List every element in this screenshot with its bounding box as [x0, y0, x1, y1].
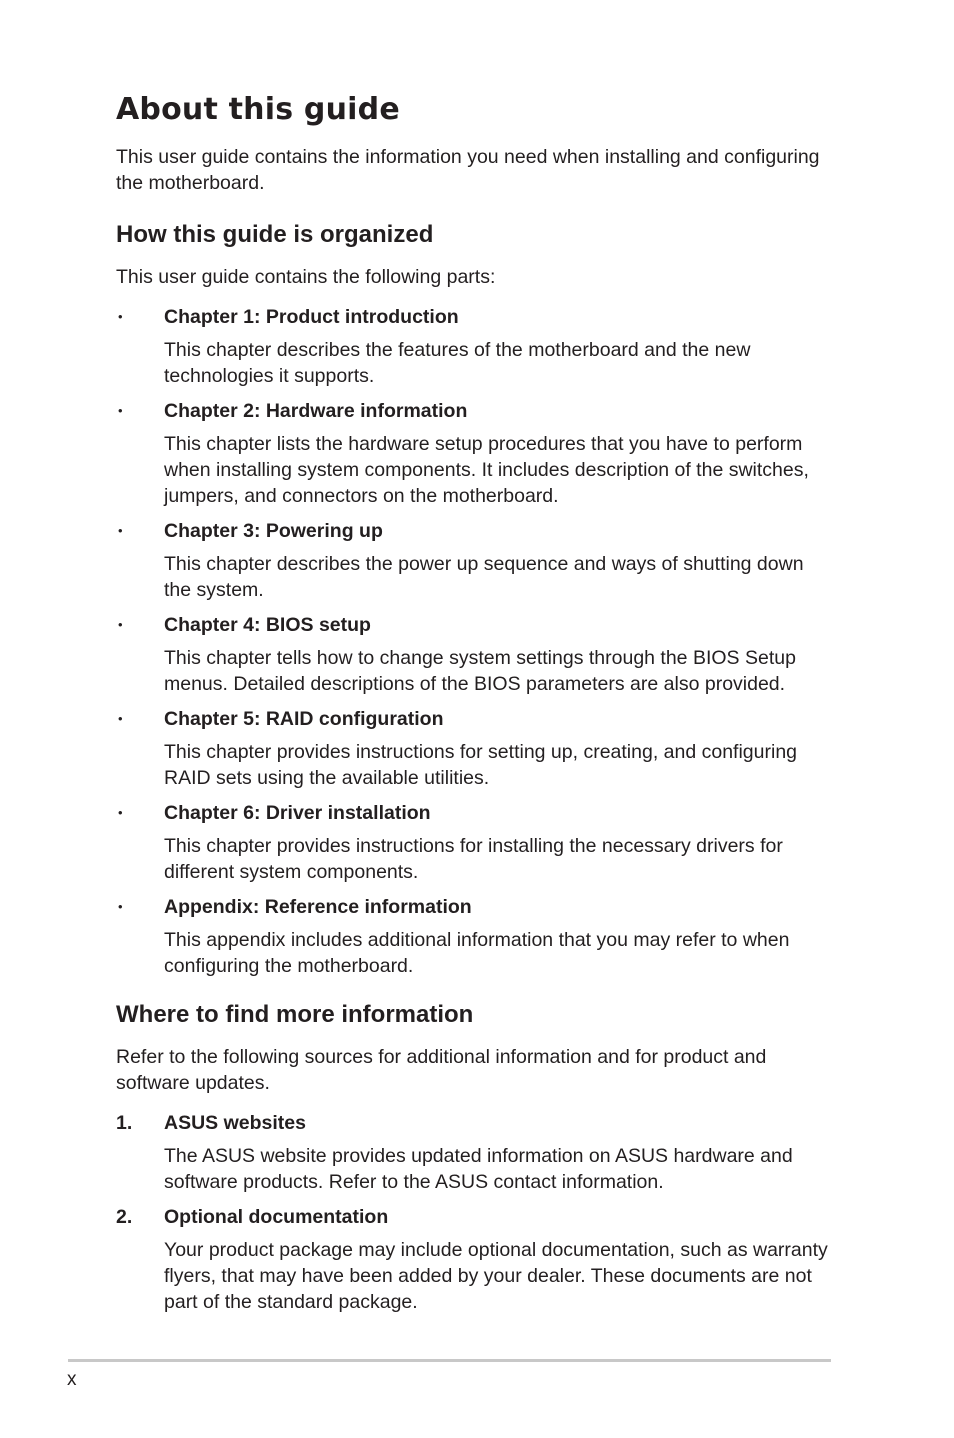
list-item	[116, 398, 836, 509]
page-title: About this guide	[116, 92, 400, 127]
bullet-marker: •	[118, 805, 123, 820]
list-item-desc: This chapter describes the features of the motherboard and the new technologies it supports.	[164, 339, 751, 387]
list-item-desc: This appendix includes additional information that you may refer to when configuring the motherboard.	[164, 929, 790, 977]
list-item-title: Chapter 3: Powering up	[164, 520, 383, 542]
page-number: x	[67, 1369, 77, 1390]
section-heading-organized: How this guide is organized	[116, 221, 434, 248]
list-item-desc: This chapter provides instructions for installing the necessary drivers for different system components.	[164, 835, 783, 883]
document-body	[116, 92, 836, 1324]
bullet-marker: •	[118, 899, 123, 914]
list-item-desc: Your product package may include optional documentation, such as warranty flyers, that may have been added by your dealer. These documents are not part of the standard package.	[164, 1239, 828, 1313]
list-item-title: Chapter 5: RAID configuration	[164, 708, 444, 730]
list-item	[116, 894, 836, 979]
list-item-title: ASUS websites	[164, 1112, 306, 1134]
footer-divider	[68, 1359, 831, 1362]
list-item-title: Chapter 1: Product introduction	[164, 306, 459, 328]
more-info-intro: Refer to the following sources for additional information and for product and software updates.	[116, 1046, 767, 1094]
list-item	[116, 800, 836, 885]
list-item-title: Optional documentation	[164, 1206, 389, 1228]
bullet-marker: •	[118, 309, 123, 324]
list-item-desc: This chapter lists the hardware setup procedures that you have to perform when installing system components. It includes description of the switches, jumpers, and connectors on the motherboard.	[164, 433, 809, 507]
number-marker: 1.	[116, 1112, 133, 1134]
list-item	[116, 706, 836, 791]
number-marker: 2.	[116, 1206, 133, 1228]
list-item-title: Appendix: Reference information	[164, 896, 472, 918]
list-item-desc: This chapter provides instructions for setting up, creating, and configuring RAID sets using the available utilities.	[164, 741, 798, 789]
list-item	[116, 612, 836, 697]
bullet-marker: •	[118, 617, 123, 632]
list-item	[116, 518, 836, 603]
list-item-desc: This chapter describes the power up sequence and ways of shutting down the system.	[164, 553, 804, 601]
list-item-desc: The ASUS website provides updated information on ASUS hardware and software products. Refer to the ASUS contact information.	[164, 1145, 793, 1193]
section-heading-more-info: Where to find more information	[116, 1001, 474, 1028]
bullet-marker: •	[118, 523, 123, 538]
chapter-list	[116, 304, 836, 979]
organized-intro: This user guide contains the following parts:	[116, 266, 496, 288]
bullet-marker: •	[118, 403, 123, 418]
list-item-desc: This chapter tells how to change system settings through the BIOS Setup menus. Detailed descriptions of the BIOS parameters are also provided.	[164, 647, 796, 695]
list-item-title: Chapter 4: BIOS setup	[164, 614, 371, 636]
list-item	[116, 1110, 836, 1195]
bullet-marker: •	[118, 711, 123, 726]
list-item	[116, 304, 836, 389]
list-item-title: Chapter 6: Driver installation	[164, 802, 431, 824]
list-item-title: Chapter 2: Hardware information	[164, 400, 468, 422]
resource-list	[116, 1110, 836, 1315]
list-item	[116, 1204, 836, 1315]
page-intro: This user guide contains the information you need when installing and configuring the motherboard.	[116, 146, 820, 194]
